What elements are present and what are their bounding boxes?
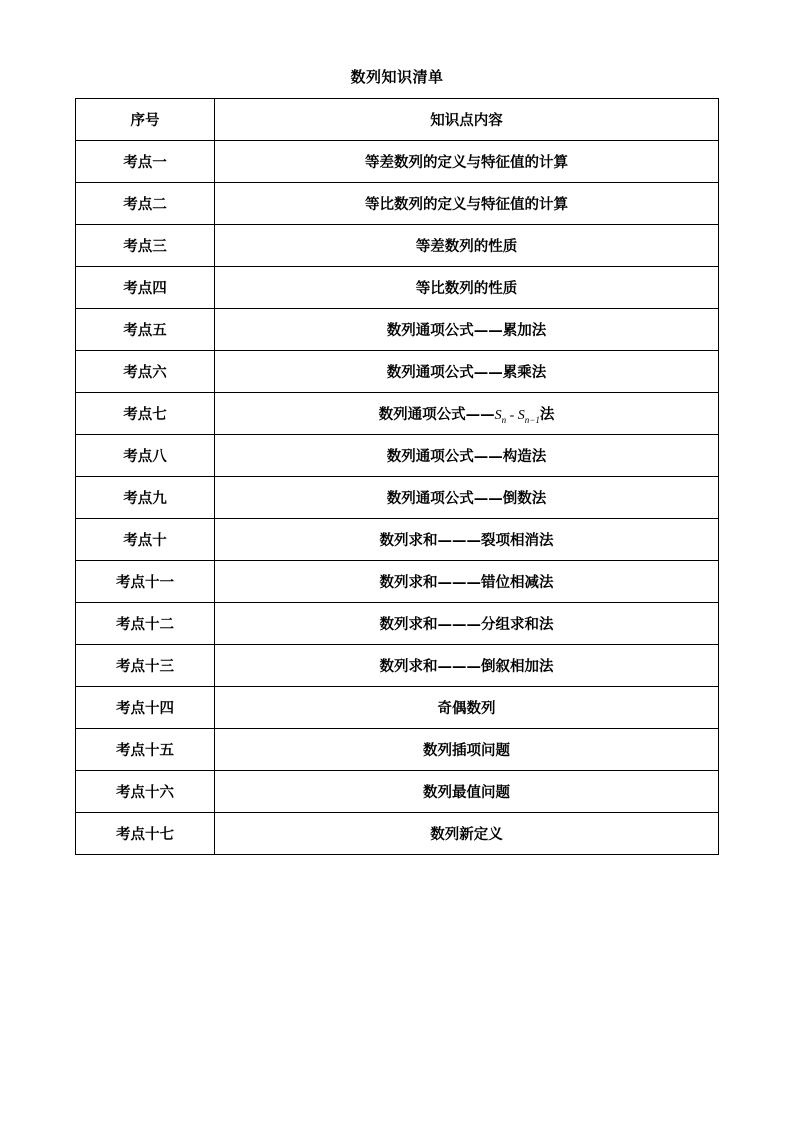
row-content: 等差数列的定义与特征值的计算 xyxy=(215,141,719,183)
table-row xyxy=(76,435,719,477)
formula-sub2: n−1 xyxy=(524,414,540,425)
row-id: 考点十 xyxy=(76,519,215,561)
row-content: 数列求和———倒叙相加法 xyxy=(215,645,719,687)
row-id: 考点十七 xyxy=(76,813,215,855)
row-content: 数列插项问题 xyxy=(215,729,719,771)
table-row xyxy=(76,813,719,855)
row-id: 考点八 xyxy=(76,435,215,477)
row-id: 考点一 xyxy=(76,141,215,183)
row-id: 考点二 xyxy=(76,183,215,225)
table-row xyxy=(76,729,719,771)
row-content: 数列通项公式——累加法 xyxy=(215,309,719,351)
row-id: 考点十三 xyxy=(76,645,215,687)
formula-op: - xyxy=(506,407,518,423)
row-content: 数列求和———裂项相消法 xyxy=(215,519,719,561)
table-row xyxy=(76,603,719,645)
row-id: 考点十六 xyxy=(76,771,215,813)
table-row xyxy=(76,183,719,225)
row-content: 数列通项公式——构造法 xyxy=(215,435,719,477)
row-content: 数列最值问题 xyxy=(215,771,719,813)
table-row xyxy=(76,267,719,309)
row-id: 考点十二 xyxy=(76,603,215,645)
row-content: 奇偶数列 xyxy=(215,687,719,729)
table-row xyxy=(76,771,719,813)
row-content: 等差数列的性质 xyxy=(215,225,719,267)
row-id: 考点七 xyxy=(76,393,215,435)
formula-prefix: 数列通项公式—— xyxy=(378,405,495,423)
page-title: 数列知识清单 xyxy=(350,68,444,86)
row-id: 考点三 xyxy=(76,225,215,267)
row-content: 数列求和———分组求和法 xyxy=(215,603,719,645)
row-content: 数列通项公式——倒数法 xyxy=(215,477,719,519)
row-id: 考点四 xyxy=(76,267,215,309)
formula-s2: S xyxy=(517,407,525,423)
row-content: 数列通项公式——累乘法 xyxy=(215,351,719,393)
row-id: 考点六 xyxy=(76,351,215,393)
row-content: 等比数列的性质 xyxy=(215,267,719,309)
table-row xyxy=(76,687,719,729)
row-id: 考点九 xyxy=(76,477,215,519)
formula-sub1: n xyxy=(501,414,507,425)
table-row xyxy=(76,561,719,603)
header-content: 知识点内容 xyxy=(215,99,719,141)
table-row xyxy=(76,645,719,687)
table-row xyxy=(76,309,719,351)
formula-s1: S xyxy=(494,407,502,423)
table-row xyxy=(76,351,719,393)
table-row xyxy=(76,141,719,183)
formula-suffix: 法 xyxy=(539,405,555,423)
formula xyxy=(495,408,540,423)
row-id: 考点十一 xyxy=(76,561,215,603)
row-content: 等比数列的定义与特征值的计算 xyxy=(215,183,719,225)
row-id: 考点五 xyxy=(76,309,215,351)
row-content: 数列求和———错位相减法 xyxy=(215,561,719,603)
header-index: 序号 xyxy=(76,99,215,141)
table-row xyxy=(76,393,719,435)
table-row xyxy=(76,477,719,519)
row-content: 数列新定义 xyxy=(215,813,719,855)
row-content-formula xyxy=(215,393,719,435)
row-id: 考点十四 xyxy=(76,687,215,729)
table-row xyxy=(76,519,719,561)
row-id: 考点十五 xyxy=(76,729,215,771)
knowledge-table xyxy=(75,98,719,855)
table-row xyxy=(76,225,719,267)
table-header-row xyxy=(76,99,719,141)
